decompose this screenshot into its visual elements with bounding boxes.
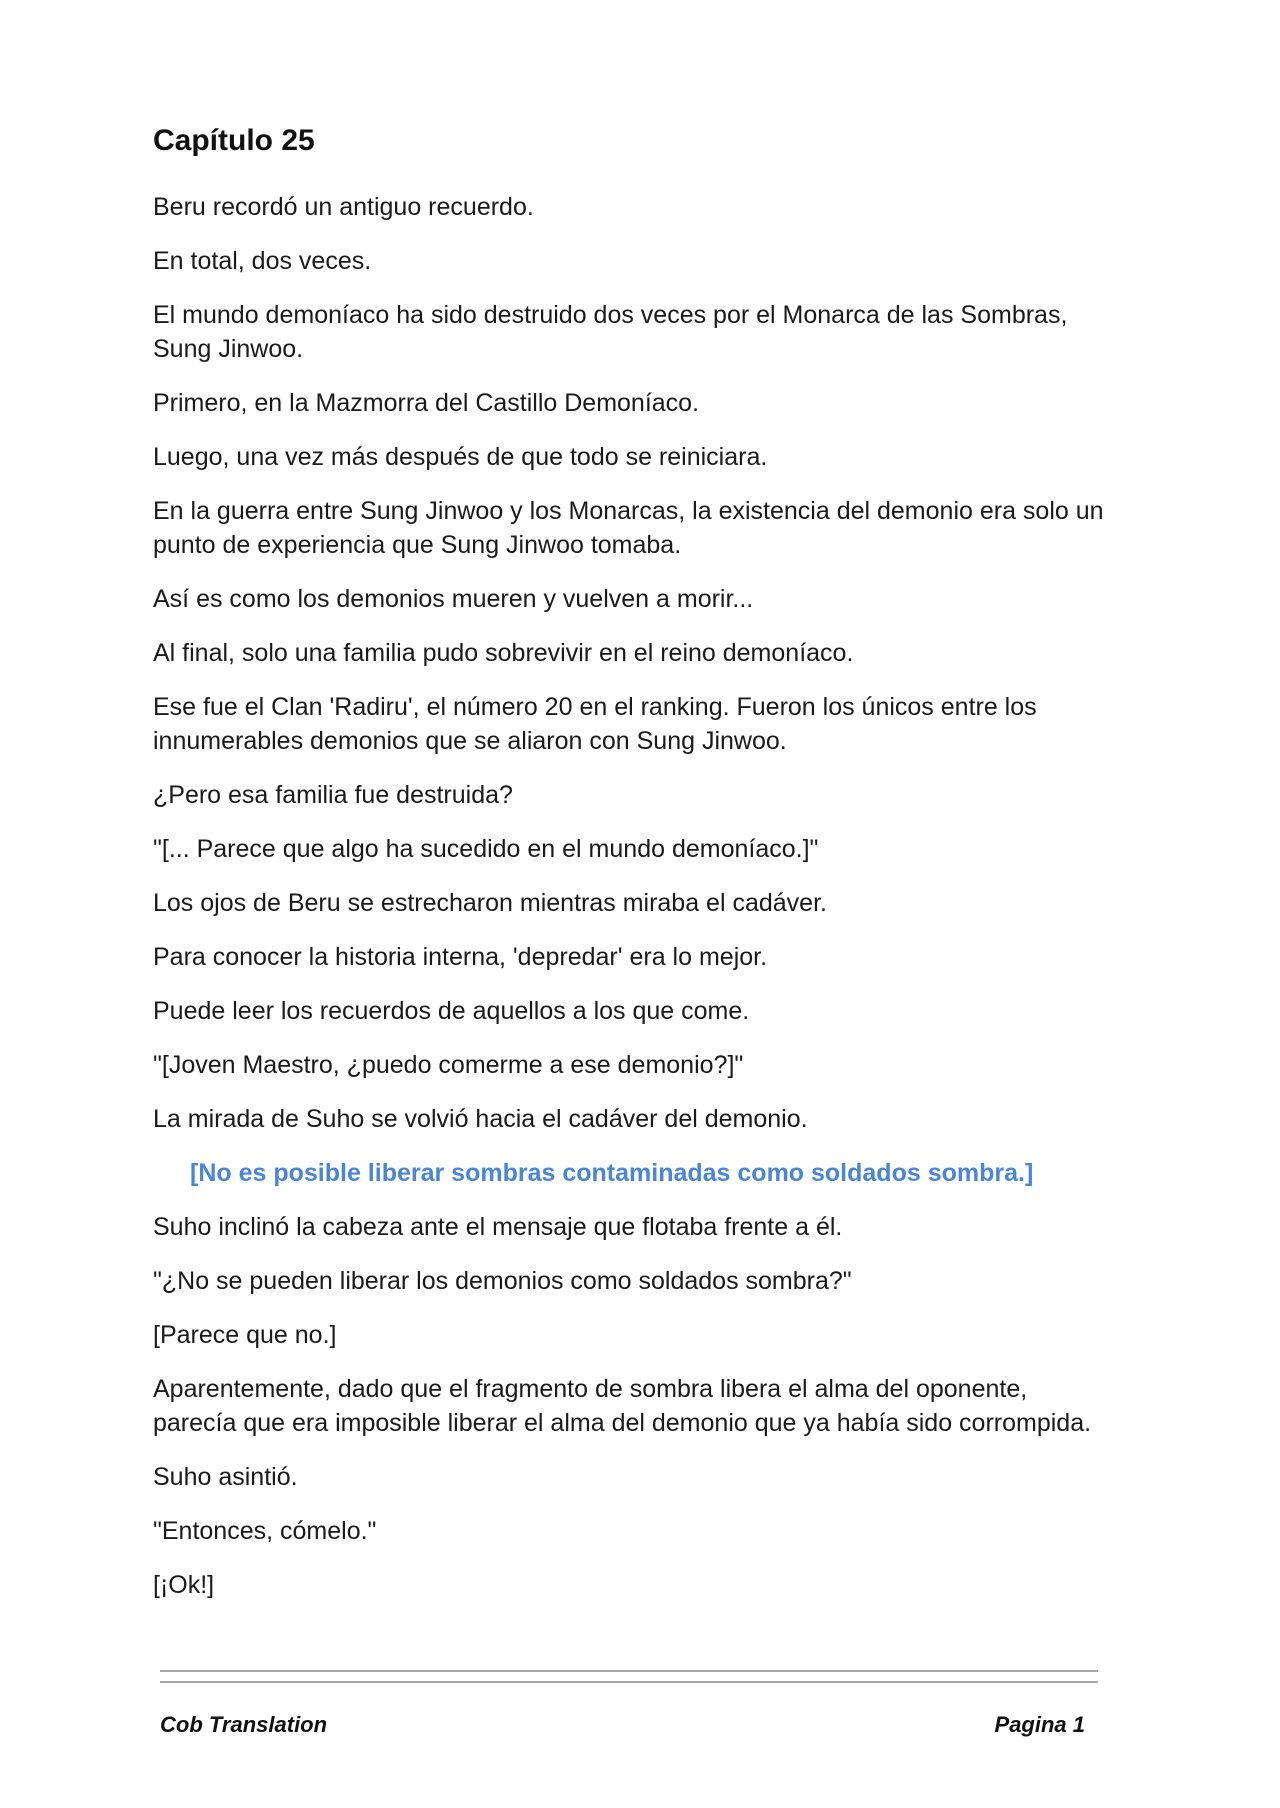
paragraph: Al final, solo una familia pudo sobrevivir en el reino demoníaco. — [153, 639, 854, 667]
paragraph: Aparentemente, dado que el fragmento de sombra libera el alma del oponente, parecía que era imposible liberar el alma del demonio que ya había sido corrompida. — [153, 1375, 1092, 1437]
footer-divider-top — [160, 1670, 1098, 1672]
footer-divider-bottom — [160, 1681, 1098, 1683]
footer-translator-credit: Cob Translation — [160, 1712, 328, 1737]
paragraph: "¿No se pueden liberar los demonios como soldados sombra?" — [153, 1267, 852, 1295]
paragraph: Los ojos de Beru se estrecharon mientras miraba el cadáver. — [153, 889, 827, 917]
paragraph: ¿Pero esa familia fue destruida? — [153, 781, 513, 809]
paragraph: Suho asintió. — [153, 1463, 298, 1491]
paragraph: "Entonces, cómelo." — [153, 1517, 377, 1545]
paragraph: En total, dos veces. — [153, 247, 372, 275]
document-body — [153, 120, 1113, 1622]
paragraph: Ese fue el Clan 'Radiru', el número 20 en el ranking. Fueron los únicos entre los innumerables demonios que se aliaron con Sung Jinwoo. — [153, 693, 1037, 755]
paragraph: Así es como los demonios mueren y vuelven a morir... — [153, 585, 754, 613]
paragraph: En la guerra entre Sung Jinwoo y los Monarcas, la existencia del demonio era solo un punto de experiencia que Sung Jinwoo tomaba. — [153, 497, 1104, 559]
paragraph: Primero, en la Mazmorra del Castillo Demoníaco. — [153, 389, 700, 417]
paragraph: Para conocer la historia interna, 'depredar' era lo mejor. — [153, 943, 768, 971]
footer-page-number: Pagina 1 — [994, 1712, 1085, 1737]
paragraph: "[Joven Maestro, ¿puedo comerme a ese demonio?]" — [153, 1051, 744, 1079]
paragraph: La mirada de Suho se volvió hacia el cadáver del demonio. — [153, 1105, 808, 1133]
paragraph: Suho inclinó la cabeza ante el mensaje que flotaba frente a él. — [153, 1213, 843, 1241]
paragraph: El mundo demoníaco ha sido destruido dos veces por el Monarca de las Sombras, Sung Jinwoo. — [153, 301, 1068, 363]
system-message: [No es posible liberar sombras contaminadas como soldados sombra.] — [190, 1159, 1034, 1187]
paragraph: Luego, una vez más después de que todo se reiniciara. — [153, 443, 768, 471]
paragraph: "[... Parece que algo ha sucedido en el mundo demoníaco.]" — [153, 835, 819, 863]
paragraph: Puede leer los recuerdos de aquellos a los que come. — [153, 997, 750, 1025]
paragraph: [¡Ok!] — [153, 1571, 215, 1599]
paragraph: Beru recordó un antiguo recuerdo. — [153, 193, 534, 221]
chapter-title: Capítulo 25 — [153, 124, 315, 157]
paragraph: [Parece que no.] — [153, 1321, 337, 1349]
